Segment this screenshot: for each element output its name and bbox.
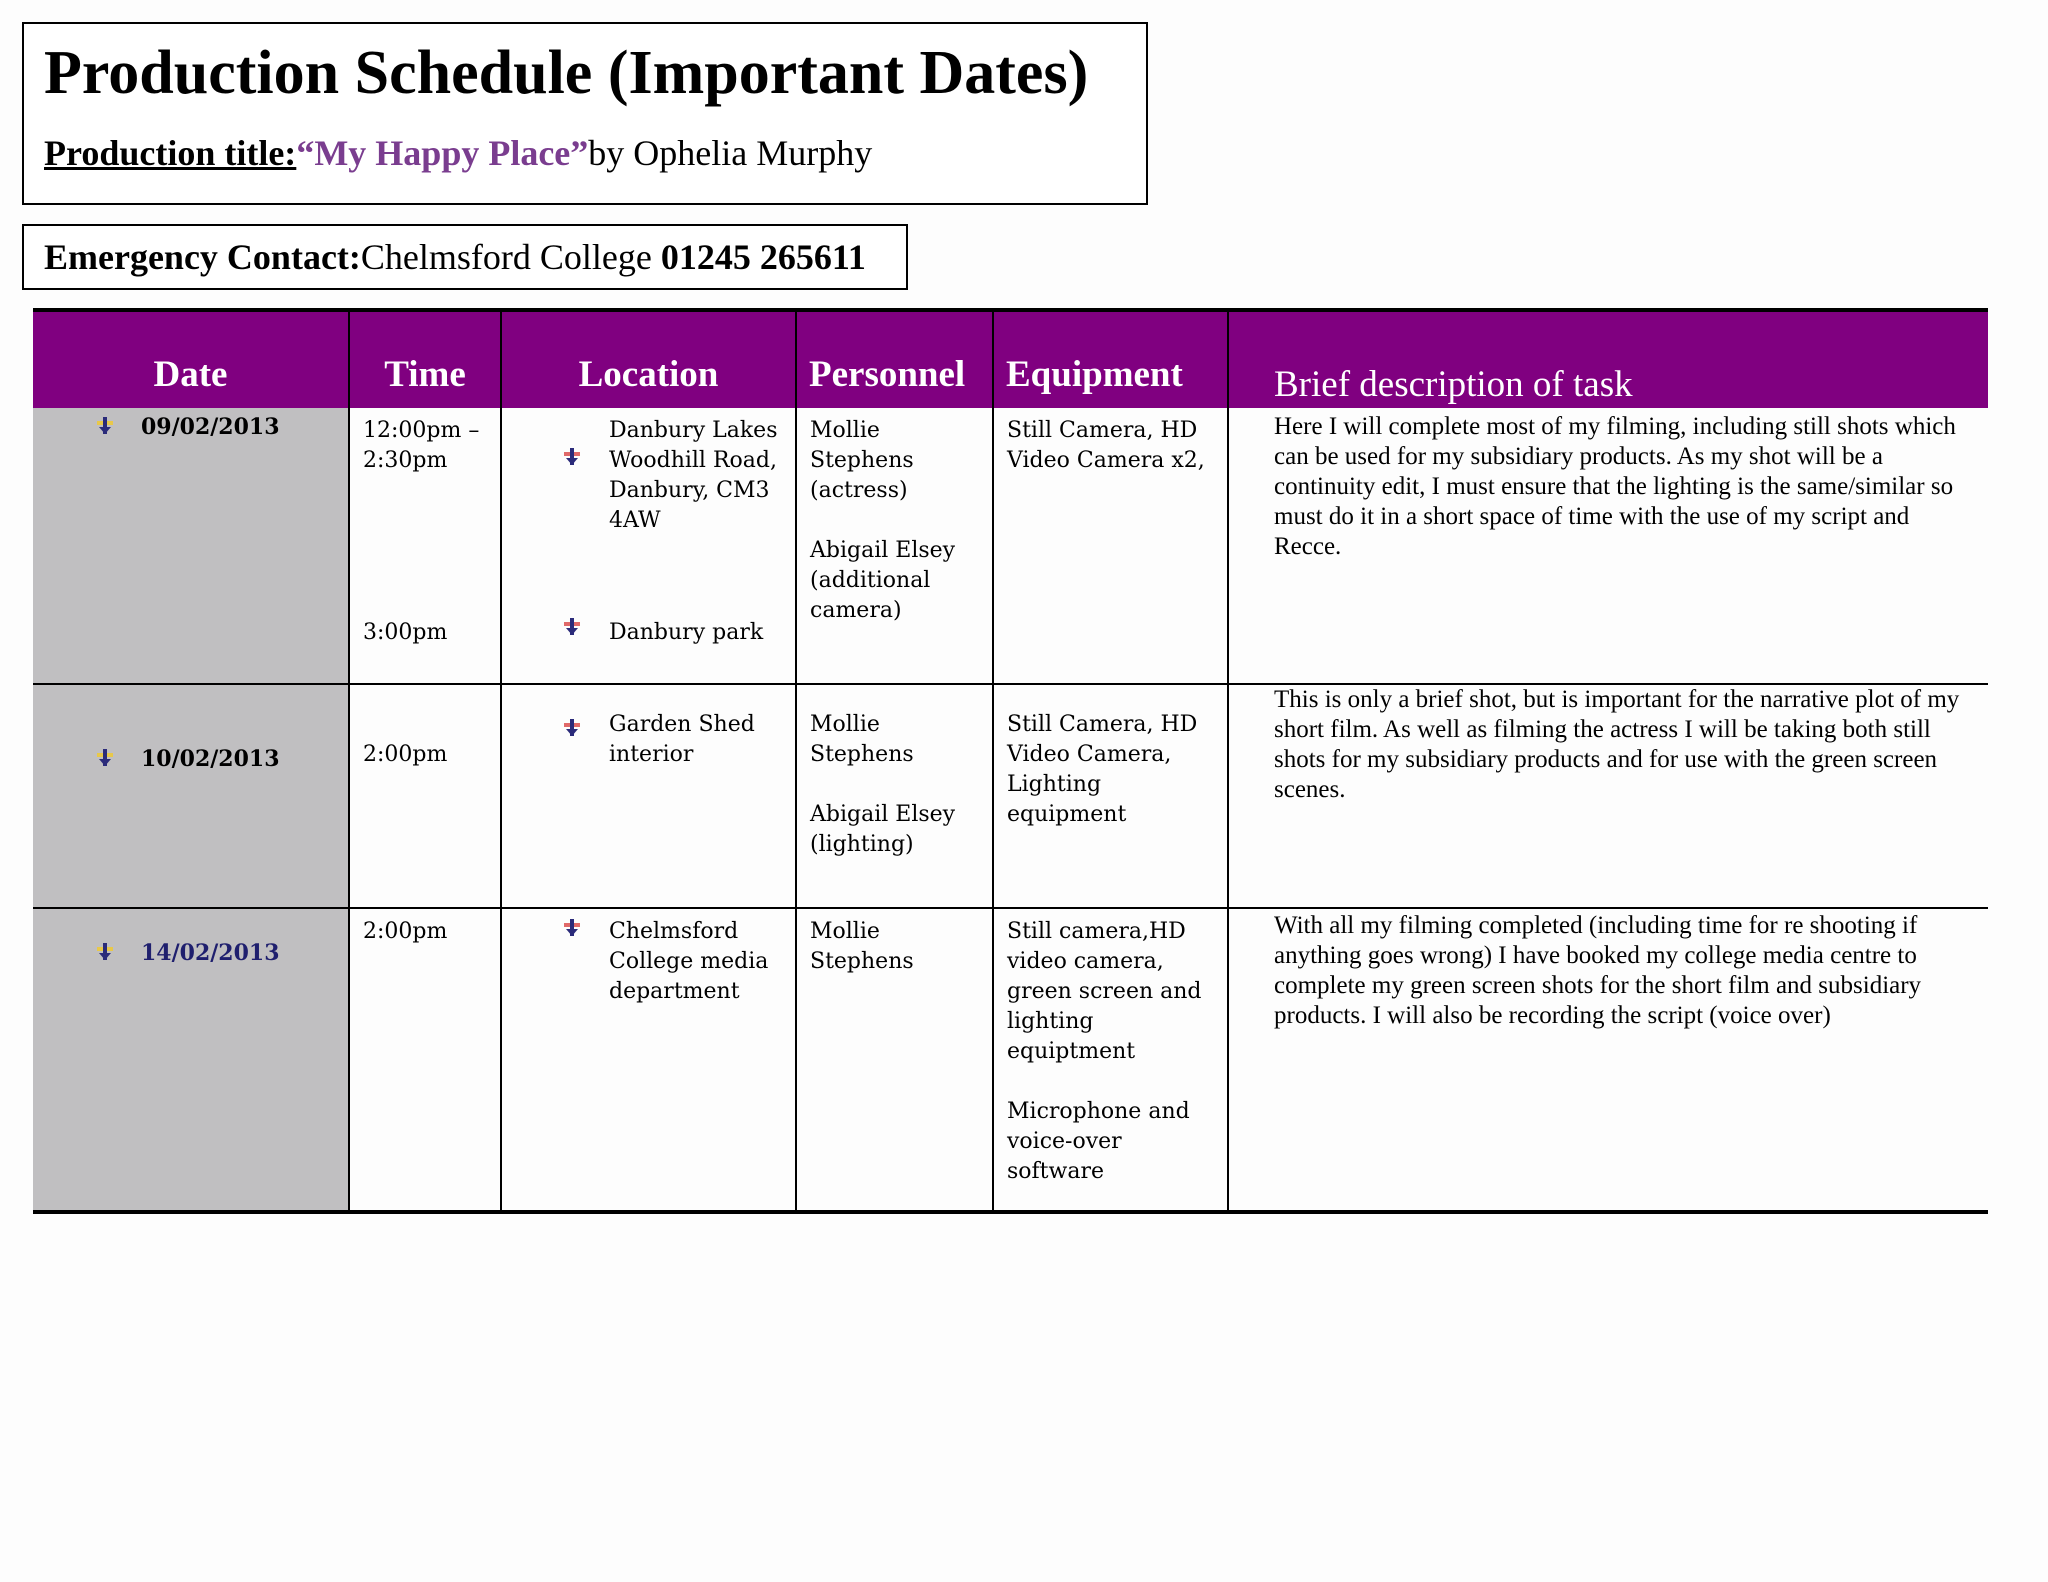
personnel-text: Mollie Stephens bbox=[810, 919, 914, 974]
production-title-line bbox=[44, 132, 872, 174]
date-cell bbox=[33, 408, 349, 684]
arrow-down-bullet-icon bbox=[563, 919, 581, 937]
column-header-equipment: Equipment bbox=[993, 310, 1228, 408]
emergency-contact-label: Emergency Contact: bbox=[44, 237, 361, 277]
personnel-cell bbox=[796, 684, 993, 908]
production-author: by Ophelia Murphy bbox=[588, 133, 873, 173]
production-name: “My Happy Place” bbox=[296, 133, 589, 173]
location-text: Danbury Lakes Woodhill Road, Danbury, CM3 4AW bbox=[609, 418, 778, 533]
equipment-text: Still camera,HD video camera, green screen and lighting equiptment Microphone and voice-over software bbox=[1007, 919, 1202, 1184]
time-cell bbox=[349, 408, 501, 684]
equipment-cell bbox=[993, 408, 1228, 684]
arrow-down-bullet-icon bbox=[563, 719, 581, 737]
time-text: 2:00pm bbox=[363, 919, 448, 944]
time-text-2: 3:00pm bbox=[363, 620, 448, 645]
location-text: Garden Shed interior bbox=[609, 712, 755, 767]
description-cell bbox=[1228, 408, 1988, 684]
location-cell bbox=[501, 908, 796, 1212]
personnel-cell bbox=[796, 408, 993, 684]
emergency-contact-phone: 01245 265611 bbox=[660, 237, 866, 277]
page-title: Production Schedule (Important Dates) bbox=[44, 39, 1089, 107]
column-header-time: Time bbox=[349, 310, 501, 408]
table-row bbox=[33, 908, 1988, 1212]
location-text: Chelmsford College media department bbox=[609, 919, 769, 1004]
date-cell bbox=[33, 684, 349, 908]
schedule-table bbox=[33, 308, 1988, 1214]
date-text: 14/02/2013 bbox=[141, 940, 280, 966]
description-text: This is only a brief shot, but is important for the narrative plot of my short film. As well as filming the actress I will be taking both still shots for my subsidiary products and for use with the green screen scenes. bbox=[1274, 686, 1960, 803]
table-header-row bbox=[33, 310, 1988, 408]
equipment-text: Still Camera, HD Video Camera, Lighting equipment bbox=[1007, 712, 1198, 827]
description-text: With all my filming completed (including time for re shooting if anything goes wrong) I have booked my college media centre to complete my green screen shots for the short film and subsidiary products. I will also be recording the script (voice over) bbox=[1274, 912, 1922, 1029]
arrow-down-bullet-icon bbox=[96, 943, 114, 961]
date-text: 10/02/2013 bbox=[141, 746, 280, 772]
personnel-cell bbox=[796, 908, 993, 1212]
emergency-contact-name: Chelmsford College bbox=[360, 237, 661, 277]
time-cell bbox=[349, 684, 501, 908]
date-text: 09/02/2013 bbox=[141, 414, 280, 440]
date-cell bbox=[33, 908, 349, 1212]
column-header-personnel: Personnel bbox=[796, 310, 993, 408]
production-title-label: Production title: bbox=[44, 133, 297, 173]
table-row bbox=[33, 408, 1988, 684]
column-header-description: Brief description of task bbox=[1228, 310, 1988, 408]
location-cell bbox=[501, 408, 796, 684]
column-header-date: Date bbox=[33, 310, 349, 408]
title-box bbox=[22, 22, 1148, 205]
arrow-down-bullet-icon bbox=[96, 417, 114, 435]
column-header-location: Location bbox=[501, 310, 796, 408]
equipment-cell bbox=[993, 908, 1228, 1212]
arrow-down-bullet-icon bbox=[563, 448, 581, 466]
emergency-contact-line bbox=[44, 236, 866, 278]
description-cell bbox=[1228, 908, 1988, 1212]
time-text: 2:00pm bbox=[363, 742, 448, 767]
description-text: Here I will complete most of my filming, including still shots which can be used for my subsidiary products. As my shot will be a continuity edit, I must ensure that the lighting is the same/similar so must do it in a short space of time with the use of my script and Recce. bbox=[1274, 413, 1956, 560]
arrow-down-bullet-icon bbox=[96, 749, 114, 767]
table-row bbox=[33, 684, 1988, 908]
emergency-contact-box bbox=[22, 224, 908, 290]
time-cell bbox=[349, 908, 501, 1212]
equipment-text: Still Camera, HD Video Camera x2, bbox=[1007, 418, 1205, 473]
location-text-2: Danbury park bbox=[609, 620, 764, 645]
time-text: 12:00pm – 2:30pm bbox=[363, 418, 480, 473]
location-cell bbox=[501, 684, 796, 908]
description-cell bbox=[1228, 684, 1988, 908]
equipment-cell bbox=[993, 684, 1228, 908]
personnel-text: Mollie Stephens (actress) Abigail Elsey (additional camera) bbox=[810, 418, 956, 623]
personnel-text: Mollie Stephens Abigail Elsey (lighting) bbox=[810, 712, 956, 857]
